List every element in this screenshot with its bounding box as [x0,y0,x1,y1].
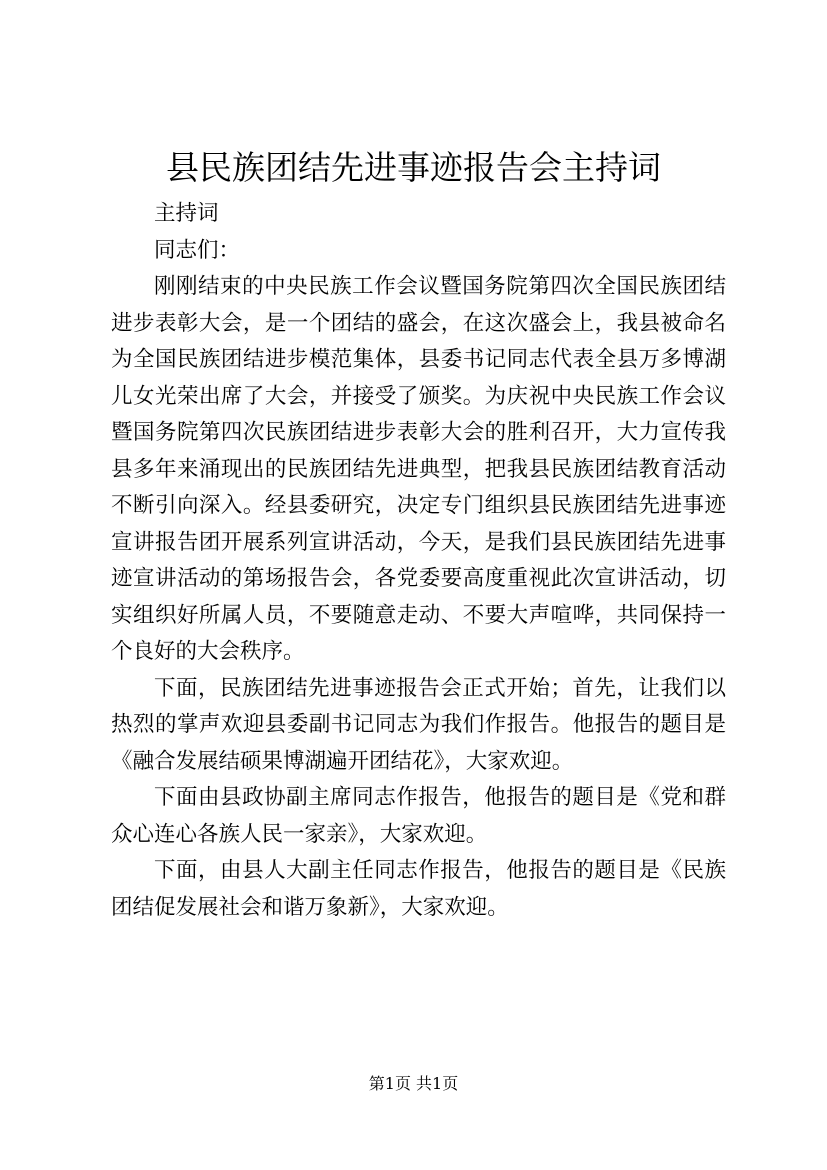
document-body [111,196,726,926]
paragraph-third-report: 下面，由县人大副主任同志作报告，他报告的题目是《民族团结促发展社会和谐万象新》，大家欢迎。 [111,858,726,920]
document-title: 县民族团结先进事迹报告会主持词 [166,148,661,187]
paragraph-salutation: 同志们： [154,237,241,263]
paragraph-opening: 刚刚结束的中央民族工作会议暨国务院第四次全国民族团结进步表彰大会，是一个团结的盛会，在这次盛会上，我县被命名为全国民族团结进步模范集体，县委书记同志代表全县万多博湖儿女光荣出席了大会，并接受了颁奖。为庆祝中央民族工作会议暨国务院第四次民族团结进步表彰大会的胜利召开，大力宣传我县多年来涌现出的民族团结先进典型，把我县民族团结教育活动不断引向深入。经县委研究，决定专门组织县民族团结先进事迹宣讲报告团开展系列宣讲活动，今天，是我们县民族团结先进事迹宣讲活动的第场报告会，各党委要高度重视此次宣讲活动，切实组织好所属人员，不要随意走动、不要大声喧哗，共同保持一个良好的大会秩序。 [111,274,726,664]
page-footer: 第1页 共1页 [368,1074,459,1093]
paragraph-second-report: 下面由县政协副主席同志作报告，他报告的题目是《党和群众心连心各族人民一家亲》，大家欢迎。 [111,785,726,847]
paragraph-first-report: 下面，民族团结先进事迹报告会正式开始；首先，让我们以热烈的掌声欢迎县委副书记同志为我们作报告。他报告的题目是《融合发展结硕果博湖遍开团结花》，大家欢迎。 [111,675,726,774]
paragraph-heading: 主持词 [154,201,219,226]
